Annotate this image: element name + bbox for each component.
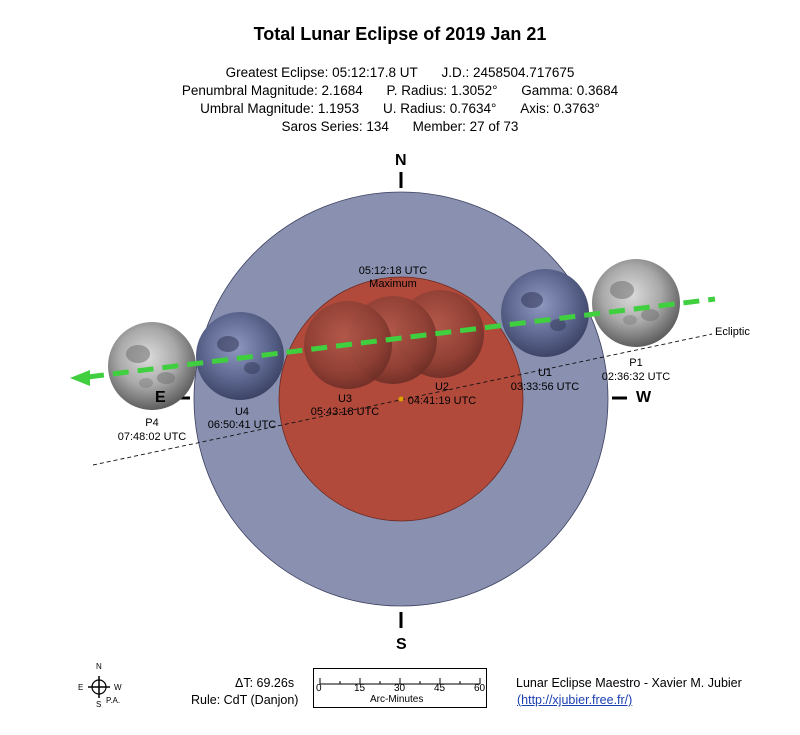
- scale-label: Arc-Minutes: [370, 694, 424, 705]
- maximum-label: Maximum: [369, 278, 417, 290]
- p1-time: 02:36:32 UTC: [601, 371, 671, 383]
- saros-member: Member: 27 of 73: [412, 119, 519, 134]
- axis: Axis: 0.3763°: [520, 101, 600, 116]
- east-label: E: [155, 389, 166, 406]
- shadow-center: [399, 397, 404, 402]
- rose-west: W: [114, 683, 122, 692]
- maximum-time-label: 05:12:18 UTC: [358, 265, 428, 277]
- credit: Lunar Eclipse Maestro - Xavier M. Jubier: [516, 676, 742, 690]
- rose-pa: P.A.: [106, 696, 121, 705]
- north-label: N: [395, 152, 407, 169]
- chart-title: Total Lunar Eclipse of 2019 Jan 21: [253, 24, 547, 44]
- scale-tick-15: 15: [354, 683, 366, 694]
- u3-time: 05:43:18 UTC: [310, 406, 380, 418]
- compass-rose-icon: [88, 676, 110, 698]
- u4-label: U4: [234, 406, 250, 418]
- p4-label: P4: [145, 417, 159, 429]
- umbral-radius: U. Radius: 0.7634°: [382, 101, 497, 116]
- penumbral-magnitude: Penumbral Magnitude: 2.1684: [181, 83, 363, 98]
- gamma: Gamma: 0.3684: [521, 83, 619, 98]
- umbral-magnitude: Umbral Magnitude: 1.1953: [200, 101, 360, 116]
- rose-east: E: [78, 683, 84, 692]
- delta-t: ΔT: 69.26s: [235, 676, 295, 690]
- west-label: W: [636, 389, 652, 406]
- scale-tick-0: 0: [316, 683, 322, 694]
- greatest-eclipse: Greatest Eclipse: 05:12:17.8 UT: [225, 65, 418, 80]
- scale-tick-30: 30: [394, 683, 406, 694]
- u1-time: 03:33:56 UTC: [510, 381, 580, 393]
- p4-time: 07:48:02 UTC: [117, 431, 187, 443]
- p1-label: P1: [629, 357, 643, 369]
- rose-north: N: [96, 662, 102, 671]
- scale-tick-45: 45: [434, 683, 446, 694]
- saros-series: Saros Series: 134: [281, 119, 389, 134]
- moon-p4: [108, 322, 196, 410]
- u3-label: U3: [337, 393, 353, 405]
- u4-time: 06:50:41 UTC: [207, 419, 277, 431]
- credit-url-link[interactable]: (http://xjubier.free.fr/): [517, 693, 633, 707]
- ecliptic-label: Ecliptic: [715, 326, 750, 338]
- rule: Rule: CdT (Danjon): [191, 693, 299, 707]
- julian-date: J.D.: 2458504.717675: [441, 65, 575, 80]
- south-label: S: [396, 636, 407, 653]
- rose-south: S: [96, 700, 102, 709]
- u2-time: 04:41:19 UTC: [407, 395, 477, 407]
- moon-path-arrow: [70, 370, 90, 386]
- penumbral-radius: P. Radius: 1.3052°: [386, 83, 498, 98]
- scale-tick-60: 60: [474, 683, 486, 694]
- u1-label: U1: [537, 367, 553, 379]
- u2-label: U2: [434, 381, 450, 393]
- moon-u1: [501, 269, 589, 357]
